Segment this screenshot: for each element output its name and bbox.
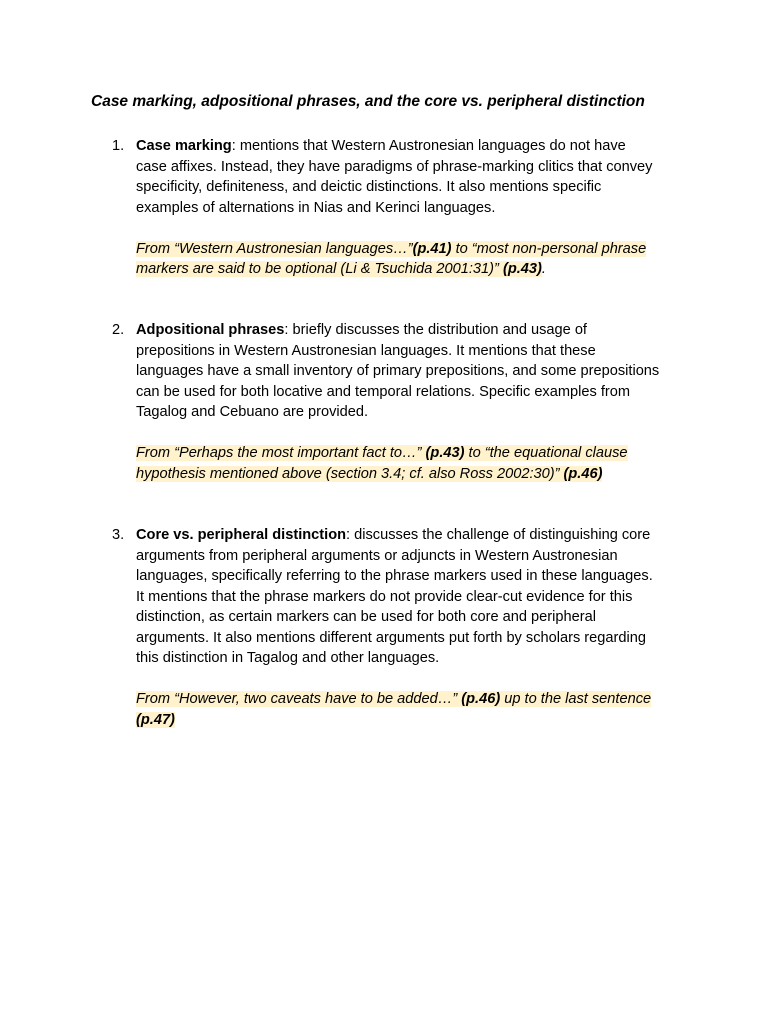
- item-body: [136, 136, 684, 280]
- desc-line: examples of alternations in Nias and Kerinci languages.: [136, 199, 496, 216]
- desc-line: distinction, as certain markers can be used for both core and peripheral: [136, 609, 596, 625]
- quote-line: [136, 241, 646, 257]
- desc-line: specificity, definiteness, and deictic distinctions. It also mentions specific: [136, 179, 602, 195]
- desc-line: case affixes. Instead, they have paradigms of phrase-marking clitics that convey: [136, 158, 653, 175]
- quote-line: [136, 691, 651, 707]
- item-quote: [136, 443, 684, 484]
- item-body: [136, 525, 684, 730]
- desc-line: arguments from peripheral arguments or adjuncts in Western Austronesian: [136, 547, 618, 564]
- document-title: Case marking, adpositional phrases, and the core vs. peripheral distinction: [91, 93, 645, 110]
- desc-line: Tagalog and Cebuano are provided.: [136, 404, 369, 420]
- item-number: 3.: [112, 527, 125, 543]
- page-ref: (p.46): [563, 465, 603, 482]
- quote-text: From “However, two caveats have to be added…”: [136, 691, 462, 707]
- item-term: Core vs. peripheral distinction: [136, 527, 347, 543]
- item-term: Case marking: [136, 138, 232, 154]
- quote-text: .: [541, 261, 546, 277]
- quote-text: to “the equational clause: [464, 445, 628, 461]
- item-description: [136, 136, 684, 218]
- quote-text: From “Perhaps the most important fact to…”: [136, 445, 426, 461]
- desc-line: : briefly discusses the distribution and usage of: [284, 322, 587, 338]
- page-ref: (p.43): [502, 261, 542, 277]
- quote-text: hypothesis mentioned above (section 3.4; cf. also Ross 2002:30)”: [136, 465, 564, 482]
- quote-text: up to the last sentence: [500, 691, 652, 707]
- desc-line: languages have a small inventory of primary prepositions, and some prepositions: [136, 363, 660, 379]
- quote-line: [136, 712, 175, 728]
- item-description: [136, 525, 684, 669]
- quote-text: markers are said to be optional (Li & Tsuchida 2001:31)”: [136, 261, 503, 277]
- quote-text: to “most non-personal phrase: [451, 240, 647, 257]
- desc-line: can be used for both locative and temporal relations. Specific examples from: [136, 383, 631, 400]
- desc-line: arguments. It also mentions different arguments put forth by scholars regarding: [136, 629, 646, 646]
- quote-line: [136, 445, 628, 461]
- item-term: Adpositional phrases: [136, 322, 285, 338]
- desc-line: : mentions that Western Austronesian languages do not have: [231, 138, 626, 154]
- desc-line: It mentions that the phrase markers do not provide clear-cut evidence for this: [136, 588, 633, 605]
- item-number: 2.: [112, 322, 125, 338]
- page-ref: (p.43): [425, 445, 465, 461]
- desc-line: this distinction in Tagalog and other languages.: [136, 650, 440, 666]
- page-ref: (p.47): [136, 711, 175, 728]
- item-quote: [136, 239, 684, 280]
- quote-line: [136, 261, 542, 277]
- item-quote: [136, 689, 684, 730]
- desc-line: : discusses the challenge of distinguishing core: [346, 527, 651, 543]
- item-body: [136, 320, 684, 484]
- quote-line: [136, 466, 602, 482]
- page-ref: (p.41): [412, 240, 452, 257]
- quote-text: From “Western Austronesian languages…”: [136, 240, 413, 257]
- desc-line: prepositions in Western Austronesian languages. It mentions that these: [136, 342, 596, 359]
- item-number: 1.: [112, 138, 125, 154]
- page-ref: (p.46): [461, 691, 501, 707]
- item-description: [136, 320, 684, 423]
- desc-line: languages, specifically referring to the phrase markers used in these languages.: [136, 568, 653, 584]
